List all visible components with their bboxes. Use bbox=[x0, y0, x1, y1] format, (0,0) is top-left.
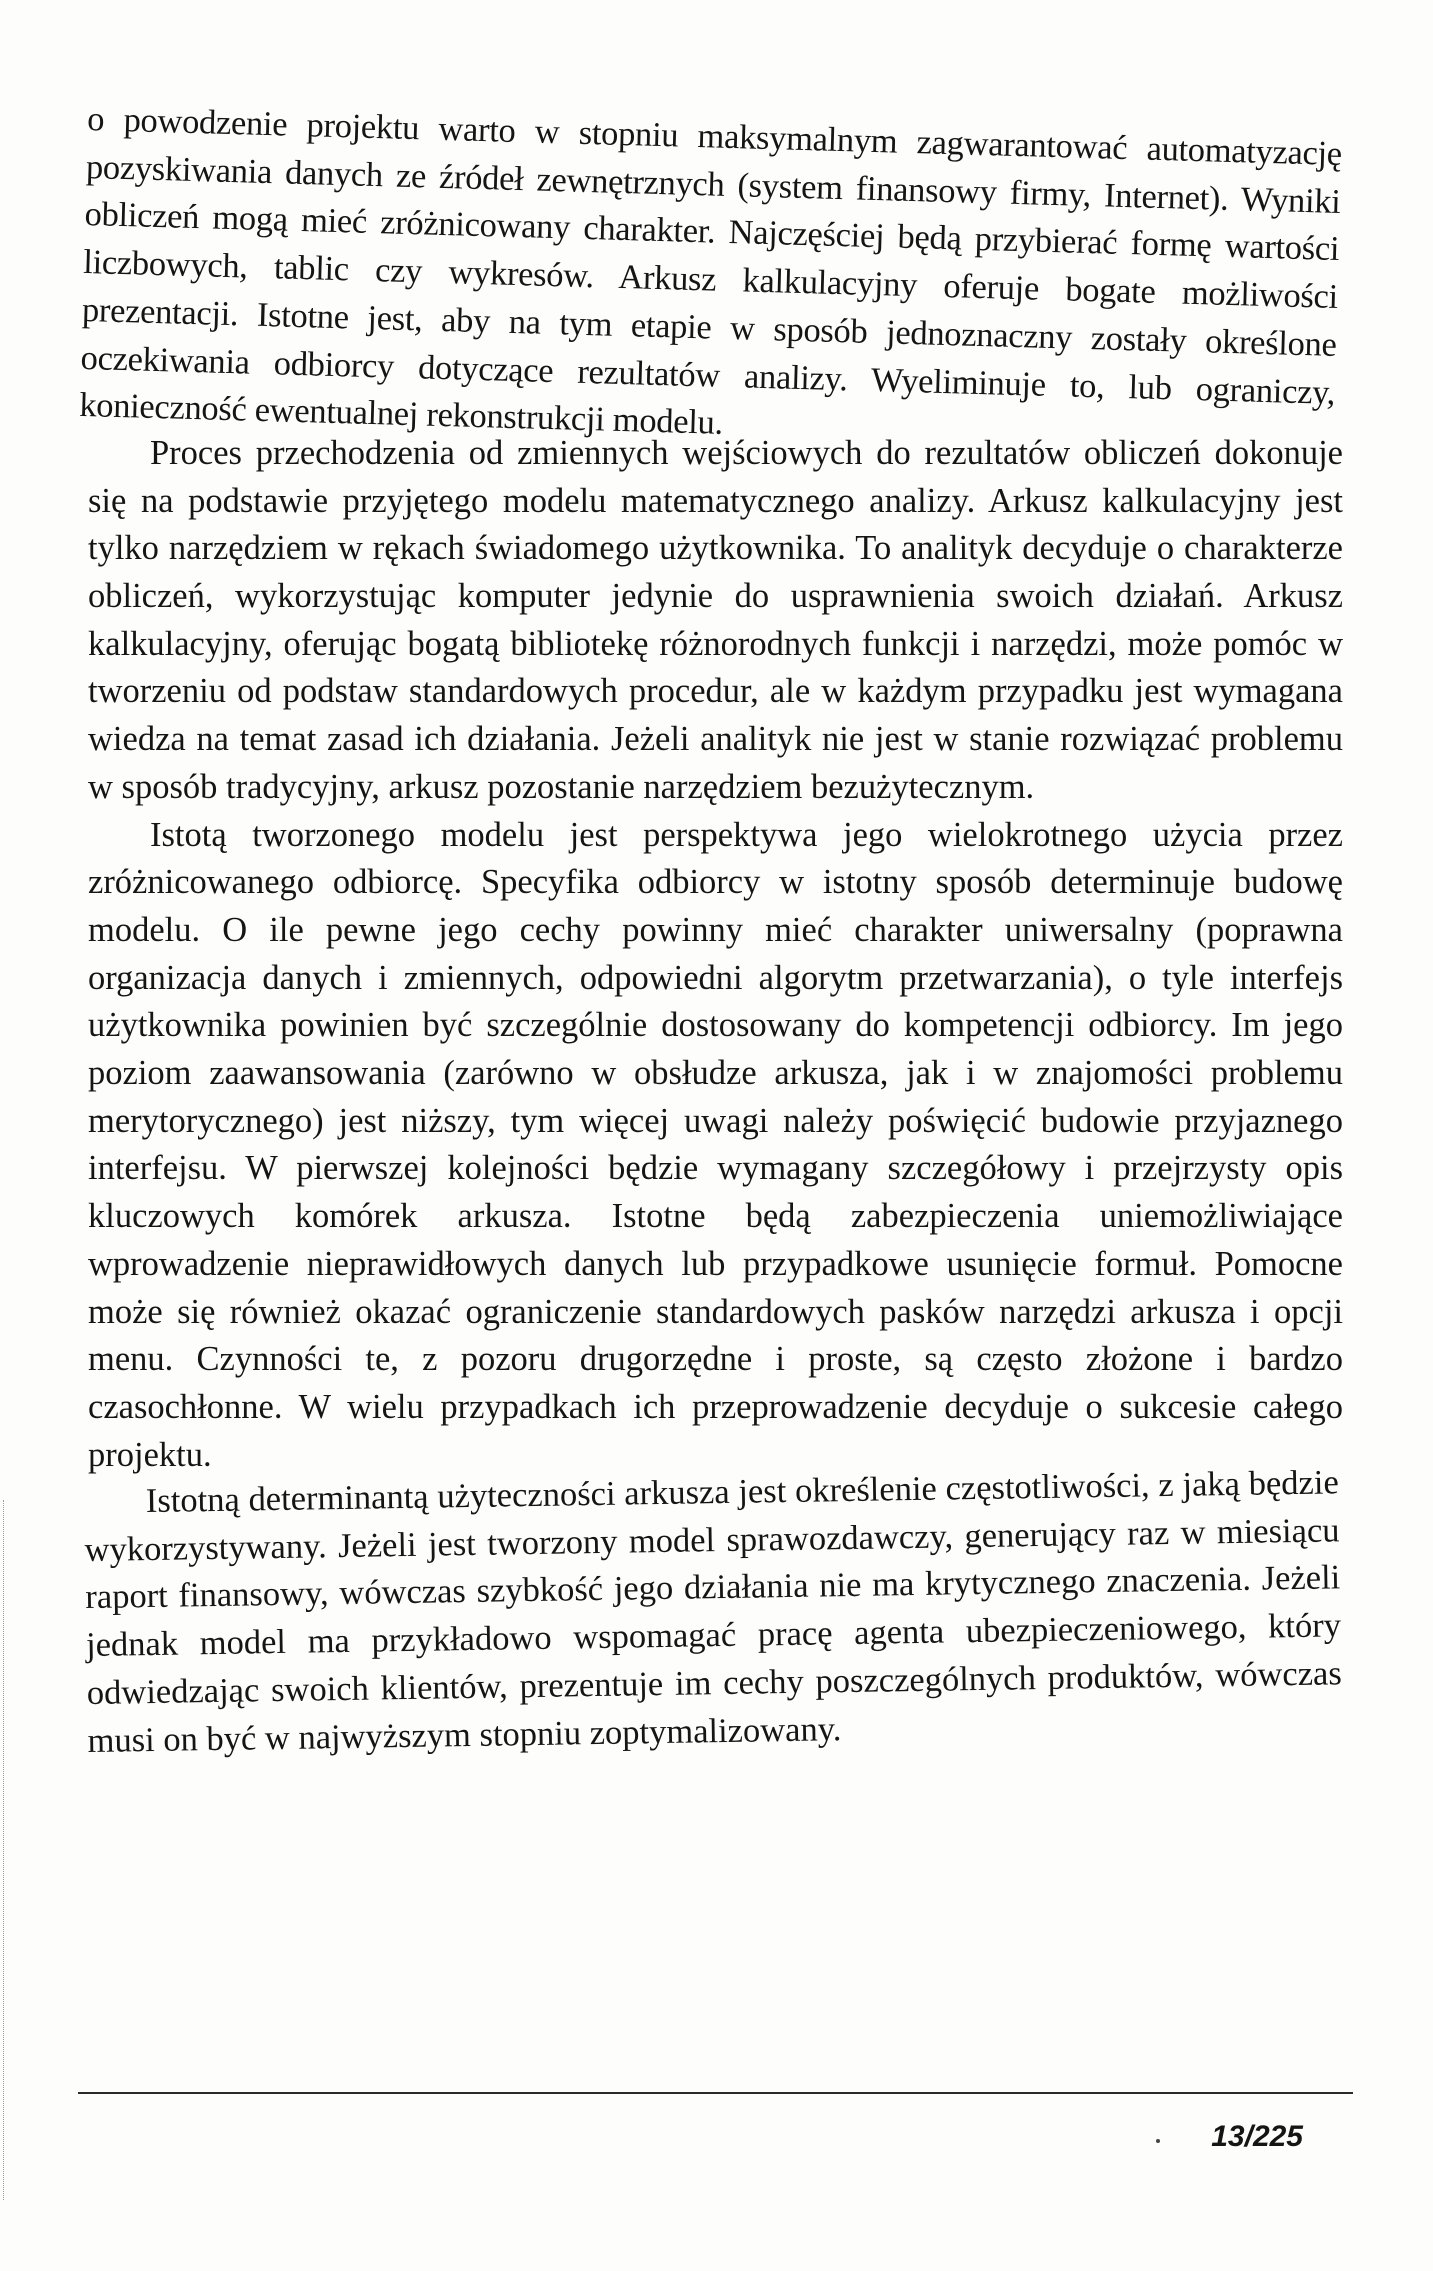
paragraph-4: Istotną determinantą użyteczności arkusza jest określenie częstotliwości, z jaką będzie wykorzystywany. Jeżeli jest tworzony model sprawozdawczy, generujący raz w miesiącu raport finansowy, wówczas szybkość jego działania nie ma krytycznego znaczenia. Jeżeli jednak model ma przykładowo wspomagać pracę agenta ubezpieczeniowego, który odwiedzając swoich klientów, prezentuje im cechy poszczególnych produktów, wówczas musi on być w najwyższym stopniu zoptymalizowany. bbox=[84, 1463, 1343, 1760]
body-text bbox=[78, 96, 1343, 1766]
scan-edge-mark bbox=[3, 1500, 5, 2200]
page-number-dot bbox=[1156, 2139, 1160, 2143]
paragraph-2: Proces przechodzenia od zmiennych wejściowych do rezultatów obliczeń dokonuje się na podstawie przyjętego modelu matematycznego analizy. Arkusz kalkulacyjny jest tylko narzędziem w rękach świadomego użytkownika. To analityk decyduje o charakterze obliczeń, wykorzystując komputer jedynie do usprawnienia swoich działań. Arkusz kalkulacyjny, oferując bogatą bibliotekę różnorodnych funkcji i narzędzi, może pomóc w tworzeniu od podstaw standardowych procedur, ale w każdym przypadku jest wymagana wiedza na temat zasad ich działania. Jeżeli analityk nie jest w stanie rozwiązać problemu w sposób tradycyjny, arkusz pozostanie narzędziem bezużytecznym. bbox=[88, 433, 1343, 806]
page-number: 13/225 bbox=[1211, 2120, 1303, 2153]
footer-divider bbox=[78, 2092, 1353, 2094]
paragraph-1: o powodzenie projektu warto w stopniu maksymalnym zagwarantować automatyzację pozyskiwania danych ze źródeł zewnętrznych (system finansowy firmy, Internet). Wyniki obliczeń mogą mieć zróżnicowany charakter. Najczęściej będą przybierać formę wartości liczbowych, tablic czy wykresów. Arkusz kalkulacyjny oferuje bogate możliwości prezentacji. Istotne jest, aby na tym etapie w sposób jednoznaczny zostały określone oczekiwania odbiorcy dotyczące rezultatów analizy. Wyeliminuje to, lub ograniczy, konieczność ewentualnej rekonstrukcji modelu. bbox=[78, 99, 1343, 443]
paragraph-3: Istotą tworzonego modelu jest perspektywa jego wielokrotnego użycia przez zróżnicowanego odbiorcę. Specyfika odbiorcy w istotny sposób determinuje budowę modelu. O ile pewne jego cechy powinny mieć charakter uniwersalny (poprawna organizacja danych i zmiennych, odpowiedni algorytm przetwarzania), o tyle interfejs użytkownika powinien być szczególnie dostosowany do kompetencji odbiorcy. Im jego poziom zaawansowania (zarówno w obsłudze arkusza, jak i w znajomości problemu merytorycznego) jest niższy, tym więcej uwagi należy poświęcić budowie przyjaznego interfejsu. W pierwszej kolejności będzie wymagany szczegółowy i przejrzysty opis kluczowych komórek arkusza. Istotne będą zabezpieczenia uniemożliwiające wprowadzenie nieprawidłowych danych lub przypadkowe usunięcie formuł. Pomocne może się również okazać ograniczenie standardowych pasków narzędzi arkusza i opcji menu. Czynności te, z pozoru drugorzędne i proste, są często złożone i bardzo czasochłonne. W wielu przypadkach ich przeprowadzenie decyduje o sukcesie całego projektu. bbox=[88, 815, 1343, 1474]
